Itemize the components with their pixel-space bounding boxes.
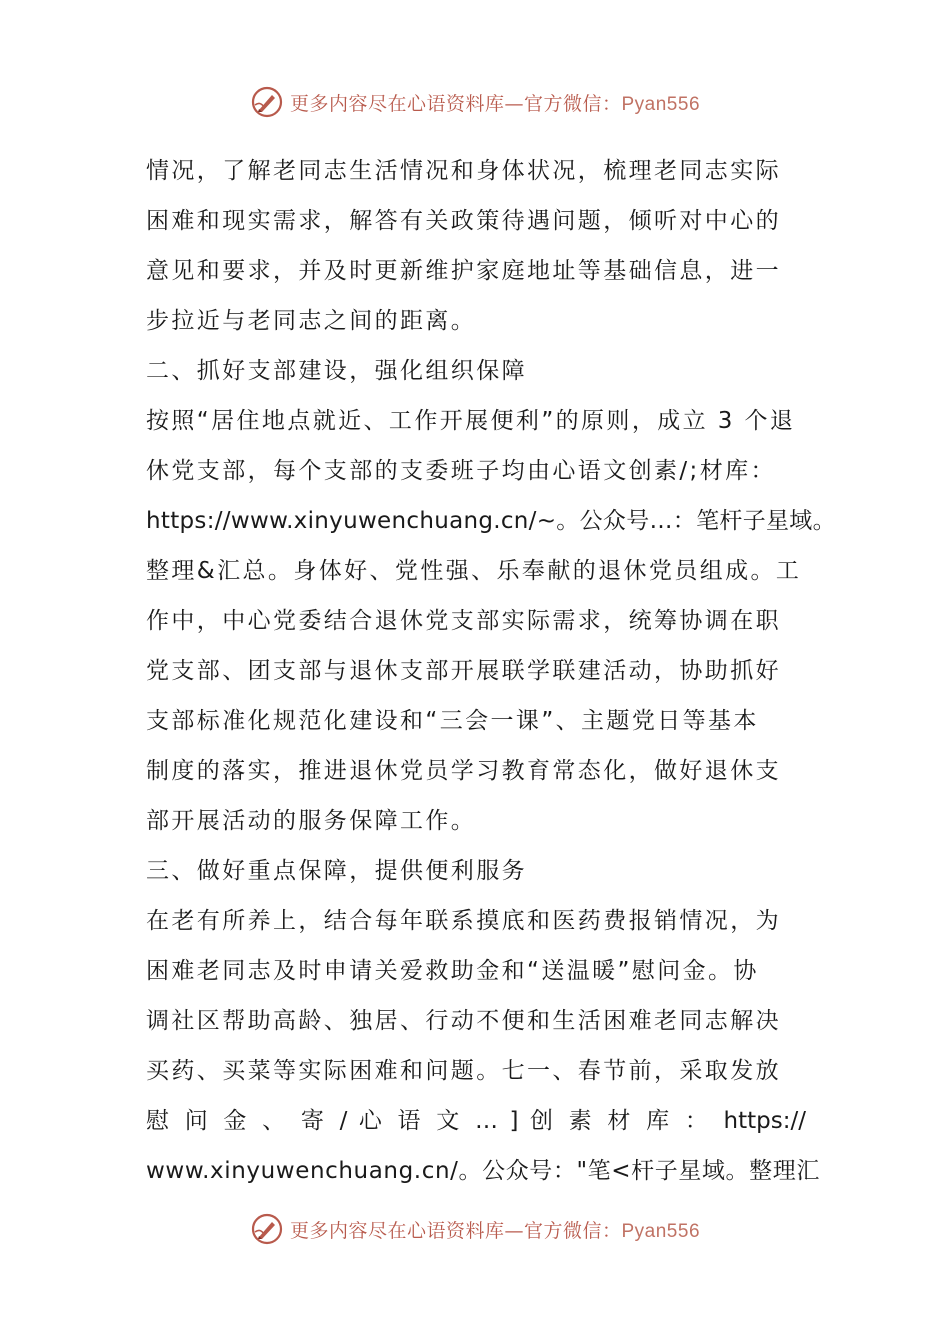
text-line: 意见和要求，并及时更新维护家庭地址等基础信息，进一 (146, 258, 781, 284)
text-line: www.xinyuwenchuang.cn/。公众号："笔<杆子星域。整理汇 (146, 1158, 820, 1184)
footer-wechat-id: Pyan556 (621, 1220, 701, 1242)
text-line: 买药、买菜等实际困难和问题。七一、春节前，采取发放 (146, 1058, 781, 1084)
pen-logo-icon (250, 1212, 284, 1246)
text-line: 按照“居住地点就近、工作开展便利”的原则，成立 3 个退 (146, 408, 796, 434)
text-line: 作中，中心党委结合退休党支部实际需求，统筹协调在职 (146, 608, 781, 634)
pen-logo-icon (250, 85, 284, 119)
text-line: 调社区帮助高龄、独居、行动不便和生活困难老同志解决 (146, 1008, 781, 1034)
text-line: 情况，了解老同志生活情况和身体状况，梳理老同志实际 (146, 158, 781, 184)
header-wechat-id: Pyan556 (621, 93, 701, 115)
text-line: 困难老同志及时申请关爱救助金和“送温暖”慰问金。协 (146, 958, 759, 984)
text-line: 困难和现实需求，解答有关政策待遇问题，倾听对中心的 (146, 208, 781, 234)
header-banner-label: 更多内容尽在心语资料库—官方微信： (289, 92, 622, 115)
text-line: 步拉近与老同志之间的距离。 (146, 308, 477, 334)
text-line: 党支部、团支部与退休支部开展联学联建活动，协助抓好 (146, 658, 781, 684)
text-line: 整理&汇总。身体好、党性强、乐奉献的退休党员组成。工 (146, 558, 802, 584)
header-banner (0, 82, 950, 122)
text-line: 支部标准化规范化建设和“三会一课”、主题党日等基本 (146, 708, 759, 734)
footer-banner (0, 1209, 950, 1249)
header-banner-text (290, 89, 700, 116)
text-line: 慰 问 金 、 寄 / 心 语 文 … ] 创 素 材 库 ： https:// (146, 1108, 806, 1134)
text-line: 休党支部，每个支部的支委班子均由心语文创素/;材库： (146, 458, 776, 484)
text-line: 部开展活动的服务保障工作。 (146, 808, 477, 834)
section-heading-3: 三、做好重点保障，提供便利服务 (146, 858, 527, 884)
document-body (146, 146, 836, 1196)
text-line: 制度的落实，推进退休党员学习教育常态化，做好退休支 (146, 758, 781, 784)
text-line: https://www.xinyuwenchuang.cn/~。公众号…：笔杆子星域。 (146, 508, 836, 534)
footer-banner-label: 更多内容尽在心语资料库—官方微信： (289, 1219, 622, 1242)
text-line: 在老有所养上，结合每年联系摸底和医药费报销情况，为 (146, 908, 781, 934)
section-heading-2: 二、抓好支部建设，强化组织保障 (146, 358, 527, 384)
footer-banner-text (290, 1216, 700, 1243)
